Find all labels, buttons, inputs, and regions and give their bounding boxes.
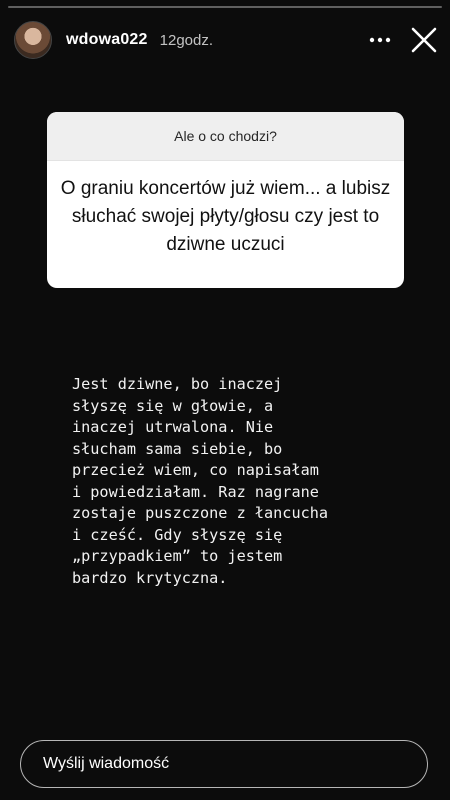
avatar[interactable]	[14, 21, 52, 59]
reply-bar[interactable]	[20, 740, 428, 788]
question-sticker	[47, 112, 404, 288]
post-time: 12godz.	[159, 31, 214, 49]
more-horizontal-icon[interactable]	[366, 26, 394, 54]
close-icon[interactable]	[408, 24, 440, 56]
username[interactable]: wdowa022	[66, 31, 148, 48]
answer-text: Jest dziwne, bo inaczej słyszę się w głowie, a inaczej utrwalona. Nie słucham sama siebie, bo przecież wiem, co napisałam i powiedziałam. Raz nagrane zostaje puszczone z łancucha i cześć. Gdy słyszę się „przypadkiem” to jestem bardzo krytyczna.	[72, 375, 329, 587]
question-prompt: Ale o co chodzi?	[47, 112, 404, 161]
story-header	[14, 20, 440, 60]
send-message-input[interactable]	[41, 754, 427, 774]
story-progress-bar	[8, 6, 442, 8]
question-text: O graniu koncertów już wiem... a lubisz słuchać swojej płyty/głosu czy jest to dziwne uczuci	[60, 178, 391, 255]
